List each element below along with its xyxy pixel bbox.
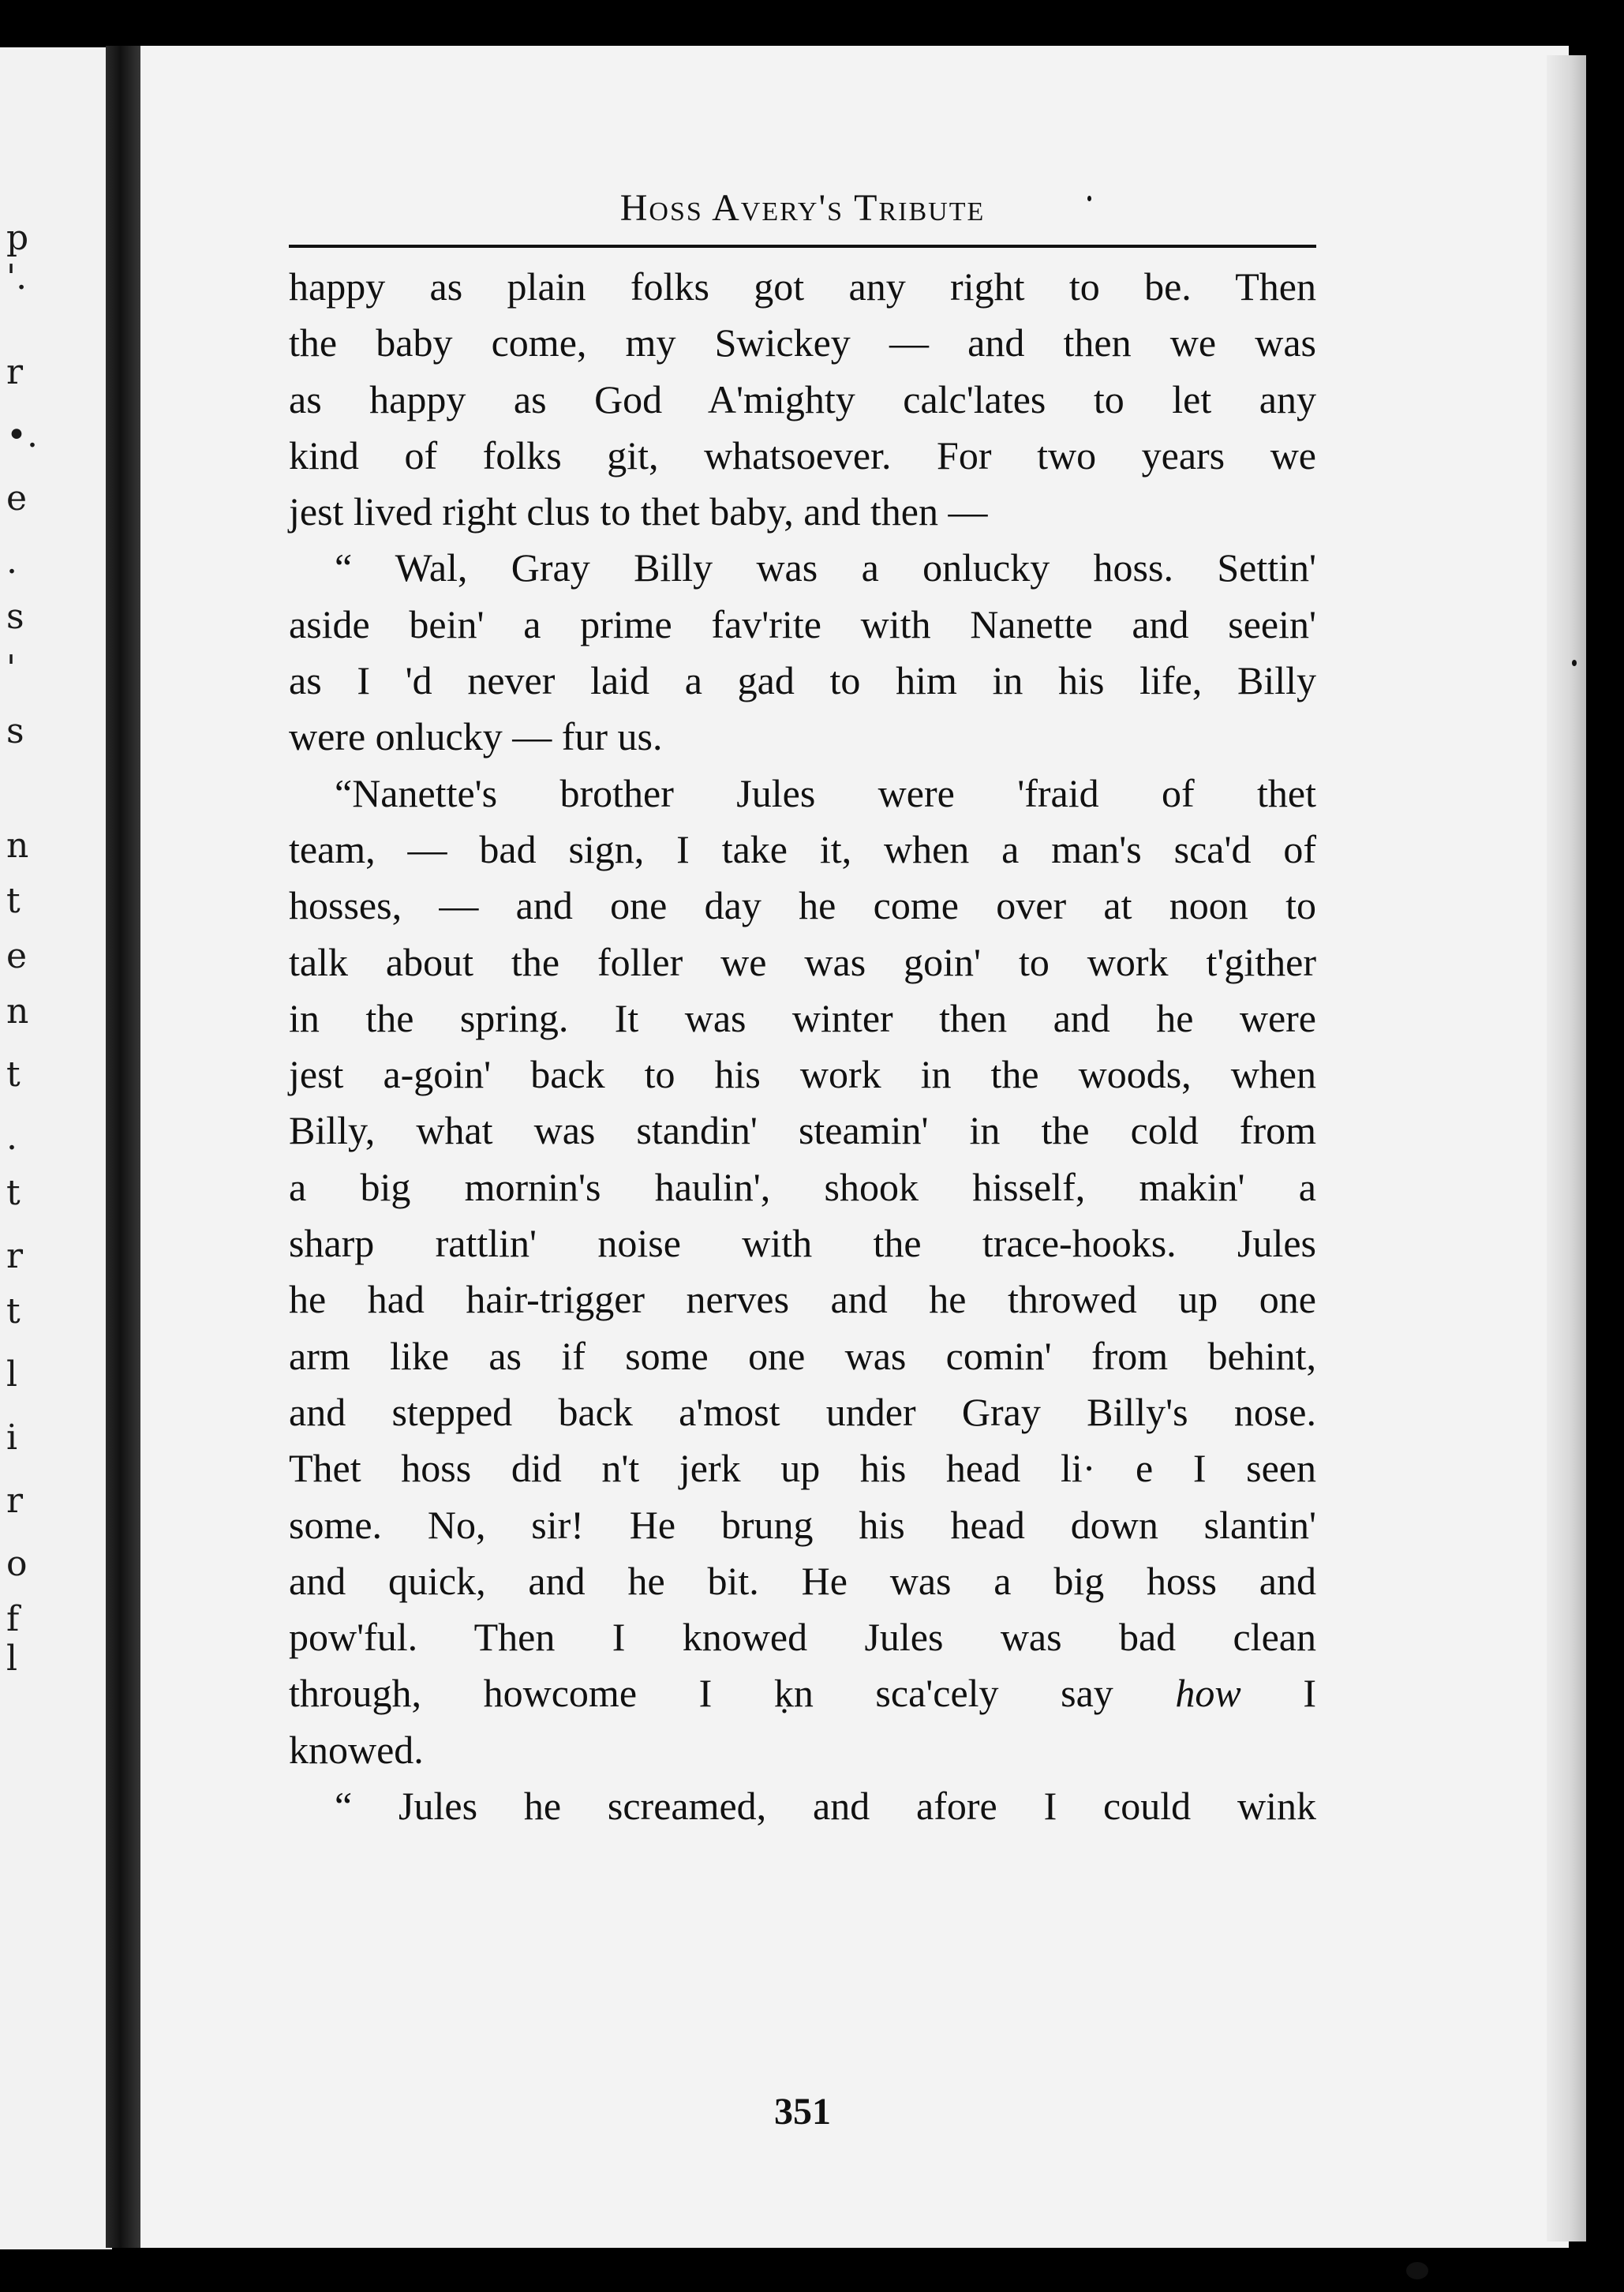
text-line: jest lived right clus to thet baby, and then —	[289, 489, 988, 534]
facing-page-char: i	[6, 1418, 18, 1458]
text-line: jest a-goin' back to his work in the woods, when	[289, 1052, 1316, 1097]
text-line: a big mornin's haulin', shook hisself, makin' a	[289, 1164, 1316, 1209]
ink-speck	[1406, 2262, 1428, 2279]
facing-page-char: '	[6, 648, 17, 688]
text-line: as happy as God A'mighty calc'lates to let any	[289, 376, 1316, 421]
text-line: were onlucky — fur us.	[289, 714, 663, 759]
text-line: “ Wal, Gray Billy was a onlucky hoss. Settin'	[335, 545, 1316, 590]
text-line: sharp rattlin' noise with the trace-hooks. Jules	[289, 1221, 1316, 1266]
text-line: and quick, and he bit. He was a big hoss and	[289, 1558, 1316, 1603]
text-line: Billy, what was standin' steamin' in the cold from	[289, 1108, 1316, 1153]
facing-page-char: •.	[6, 415, 38, 455]
facing-page-char: '.	[6, 257, 28, 298]
text-line: “ Jules he screamed, and afore I could wink	[335, 1784, 1316, 1829]
text-line: as I 'd never laid a gad to him in his life, Billy	[289, 658, 1316, 703]
ink-speck	[1572, 660, 1577, 666]
facing-page-char: s	[6, 597, 24, 637]
facing-page-char: o	[6, 1544, 28, 1584]
text-line: through, howcome I ḳn sca'cely say how I	[289, 1671, 1317, 1716]
text-line: aside bein' a prime fav'rite with Nanette and seein'	[289, 601, 1316, 646]
text-line: hosses, — and one day he come over at noon to	[289, 883, 1316, 928]
facing-page-char: t	[6, 1054, 21, 1095]
facing-page-char: r	[6, 1481, 24, 1521]
text-line: Thet hoss did n't jerk up his head li· e I seen	[289, 1446, 1316, 1491]
facing-page-char: t	[6, 881, 21, 921]
facing-page-edge	[0, 47, 112, 2249]
running-head: Hoss Avery's Tribute	[619, 187, 986, 229]
text-line: knowed.	[289, 1727, 424, 1772]
italic-word: how	[1175, 1671, 1241, 1716]
header-rule	[289, 245, 1316, 248]
text-line: and stepped back a'most under Gray Billy's nose.	[289, 1389, 1316, 1434]
facing-page-char: r	[6, 352, 24, 392]
body-text	[289, 259, 1316, 1834]
text-line: the baby come, my Swickey — and then we was	[289, 320, 1316, 365]
facing-page-char: t	[6, 1173, 21, 1213]
text-line: happy as plain folks got any right to be. Then	[289, 264, 1316, 309]
facing-page-char: s	[6, 711, 24, 751]
ink-speck	[1087, 196, 1091, 201]
facing-page-char: e	[6, 478, 28, 519]
facing-page-char: .	[6, 1118, 17, 1158]
facing-page-char: n	[6, 826, 29, 866]
text-line: talk about the foller we was goin' to work t'gither	[289, 939, 1316, 984]
text-line: he had hair-trigger nerves and he throwed up one	[289, 1277, 1316, 1322]
text-line: team, — bad sign, I take it, when a man's sca'd of	[289, 826, 1316, 871]
facing-page-char: t	[6, 1291, 21, 1331]
text-line: kind of folks git, whatsoever. For two years we	[289, 433, 1316, 478]
text-line: arm like as if some one was comin' from behint,	[289, 1333, 1316, 1378]
page-edge-shadow	[1547, 55, 1586, 2241]
book-spine-shadow	[106, 46, 142, 2248]
text-line: in the spring. It was winter then and he were	[289, 995, 1316, 1040]
facing-page-char: .	[6, 541, 17, 582]
facing-page-char: e	[6, 936, 28, 976]
text-line: some. No, sir! He brung his head down slantin'	[289, 1502, 1316, 1547]
facing-page-char: f	[6, 1599, 20, 1639]
facing-page-char: l	[6, 1638, 18, 1679]
facing-page-char: l	[6, 1354, 18, 1395]
page-number: 351	[774, 2091, 831, 2133]
facing-page-char: n	[6, 991, 29, 1032]
text-line: pow'ful. Then I knowed Jules was bad clean	[289, 1615, 1316, 1660]
facing-page-char: p	[6, 218, 29, 258]
text-line: “Nanette's brother Jules were 'fraid of thet	[335, 770, 1316, 815]
page-text-block	[289, 187, 1317, 2133]
facing-page-char: r	[6, 1236, 24, 1276]
